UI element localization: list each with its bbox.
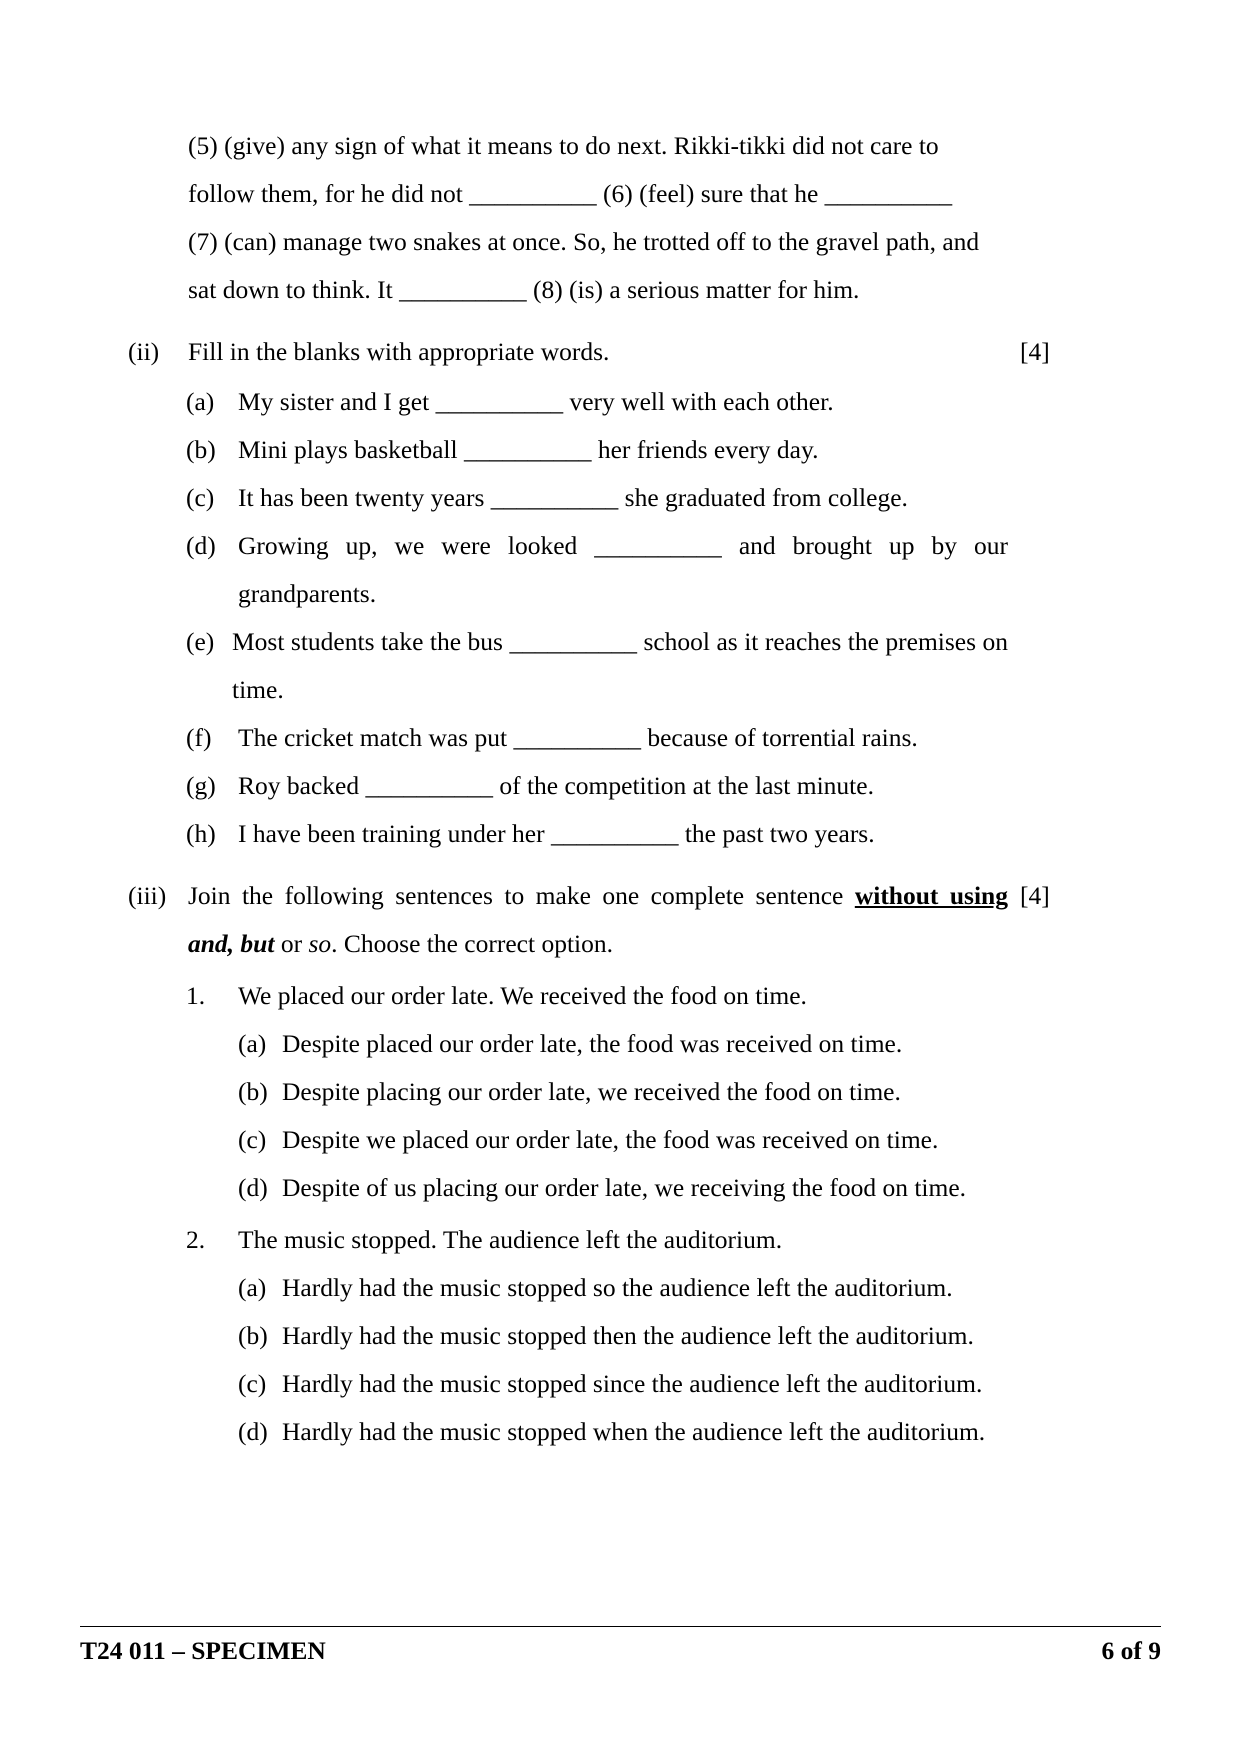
item-a-after: very well with each other. [569, 387, 834, 416]
item-label-d: (d) [186, 531, 216, 560]
item-label-h: (h) [186, 819, 216, 848]
item-text-d [238, 522, 1008, 618]
item-label-a: (a) [186, 387, 215, 416]
prompt-emphasis-without-using: without using [854, 881, 1008, 910]
passage-line-1-text: (5) (give) any sign of what it means to do next. Rikki-tikki did not care to [188, 131, 939, 160]
mcq-1-option-b-label: (b) [238, 1077, 268, 1106]
mcq-1-stem-text: We placed our order late. We received the food on time. [238, 981, 807, 1010]
footer-row [80, 1636, 1161, 1666]
mcq-2-option-c-text: Hardly had the music stopped since the audience left the auditorium. [282, 1369, 983, 1398]
item-label-g: (g) [186, 771, 216, 800]
item-text-g [238, 762, 1008, 810]
mcq-2-option-d-label: (d) [238, 1417, 268, 1446]
mcq-2-stem-text: The music stopped. The audience left the auditorium. [238, 1225, 783, 1254]
list-item-a [186, 378, 1008, 426]
item-d-before: Growing up, we were looked [238, 531, 578, 560]
item-f-after: because of torrential rains. [647, 723, 918, 752]
blank-g[interactable]: __________ [365, 771, 493, 800]
item-text-c [238, 474, 1008, 522]
blank-b[interactable]: __________ [463, 435, 592, 464]
passage-line-4 [188, 266, 1008, 314]
item-label-f: (f) [186, 723, 212, 752]
mcq-2-option-c[interactable] [238, 1360, 1008, 1408]
item-text-e [232, 618, 1008, 714]
mcq-2-stem [186, 1216, 1008, 1264]
item-text-f [238, 714, 1008, 762]
question-iii [128, 872, 1050, 968]
item-label-c: (c) [186, 483, 215, 512]
mcq-2-number: 2. [186, 1225, 206, 1254]
item-label-e: (e) [186, 627, 215, 656]
question-ii [128, 328, 1050, 376]
mcq-2-options [186, 1264, 1008, 1456]
question-ii-prompt: Fill in the blanks with appropriate words. [188, 337, 610, 366]
mcq-2-option-a[interactable] [238, 1264, 1008, 1312]
list-item-h [186, 810, 1008, 858]
list-item-f [186, 714, 1008, 762]
mcq-1-option-d-label: (d) [238, 1173, 268, 1202]
mcq-1-option-c-text: Despite we placed our order late, the food was received on time. [282, 1125, 939, 1154]
passage-line-1 [188, 122, 1008, 170]
footer-divider [80, 1626, 1161, 1627]
blank-8[interactable]: __________ [399, 275, 527, 304]
mcq-1-option-a-label: (a) [238, 1029, 267, 1058]
mcq-1-option-b[interactable] [238, 1068, 1008, 1116]
list-item-c [186, 474, 1008, 522]
passage-line-3-text: (7) (can) manage two snakes at once. So, he trotted off to the gravel path, and [188, 227, 980, 256]
mcq-1-option-a-text: Despite placed our order late, the food was received on time. [282, 1029, 903, 1058]
item-e-before: Most students take the bus [232, 627, 503, 656]
question-ii-marks: [4] [1020, 337, 1050, 366]
item-g-before: Roy backed [238, 771, 360, 800]
mcq-1-option-d-text: Despite of us placing our order late, we receiving the food on time. [282, 1173, 967, 1202]
blank-c[interactable]: __________ [490, 483, 619, 512]
mcq-2-option-a-label: (a) [238, 1273, 267, 1302]
question-ii-items [128, 378, 1008, 858]
blank-f[interactable]: __________ [513, 723, 641, 752]
question-ii-roman: (ii) [128, 337, 160, 366]
item-h-before: I have been training under her [238, 819, 545, 848]
item-c-after: she graduated from college. [624, 483, 908, 512]
blank-e[interactable]: __________ [509, 627, 637, 656]
prompt-part-2: or [274, 929, 309, 958]
mcq-1-options [186, 1020, 1008, 1212]
mcq-2-option-d[interactable] [238, 1408, 1008, 1456]
mcq-1-option-a[interactable] [238, 1020, 1008, 1068]
mcq-2-option-a-text: Hardly had the music stopped so the audience left the auditorium. [282, 1273, 953, 1302]
item-f-before: The cricket match was put [238, 723, 508, 752]
item-a-before: My sister and I get [238, 387, 430, 416]
blank-h[interactable]: __________ [550, 819, 679, 848]
mcq-1-number: 1. [186, 981, 206, 1010]
prompt-part-3: . Choose the correct option. [331, 929, 613, 958]
item-b-after: her friends every day. [597, 435, 819, 464]
mcq-2-option-d-text: Hardly had the music stopped when the audience left the auditorium. [282, 1417, 986, 1446]
list-item-g [186, 762, 1008, 810]
list-item-d [186, 522, 1008, 618]
item-d-after: and brought up by our grandparents. [238, 531, 1009, 608]
mcq-2-option-b[interactable] [238, 1312, 1008, 1360]
question-iii-body [188, 872, 1008, 968]
prompt-part-1: Join the following sentences to make one complete sentence [188, 881, 855, 910]
list-item-e [186, 618, 1008, 714]
mcq-2-option-b-text: Hardly had the music stopped then the audience left the auditorium. [282, 1321, 974, 1350]
paper-code: T24 011 – SPECIMEN [80, 1636, 326, 1665]
page-content [128, 122, 1050, 1456]
mcq-2-option-c-label: (c) [238, 1369, 267, 1398]
question-ii-body [188, 328, 1008, 376]
item-e-after: school as it reaches the premises on time. [232, 627, 1009, 704]
passage-line-4-before: sat down to think. It [188, 275, 393, 304]
blank-7[interactable]: __________ [824, 179, 953, 208]
item-h-after: the past two years. [684, 819, 875, 848]
mcq-1-stem [186, 972, 1008, 1020]
item-c-before: It has been twenty years [238, 483, 485, 512]
item-text-b [238, 426, 1008, 474]
item-g-after: of the competition at the last minute. [499, 771, 874, 800]
mcq-1-option-c-label: (c) [238, 1125, 267, 1154]
mcq-1-option-d[interactable] [238, 1164, 1008, 1212]
question-iii-marks: [4] [1020, 881, 1050, 910]
passage-line-2-after: (6) (feel) sure that he [603, 179, 819, 208]
mcq-question-1 [128, 972, 1008, 1212]
blank-d[interactable]: __________ [594, 531, 722, 560]
passage-line-2-before: follow them, for he did not [188, 179, 463, 208]
item-b-before: Mini plays basketball [238, 435, 458, 464]
mcq-1-option-c[interactable] [238, 1116, 1008, 1164]
passage-line-2 [188, 170, 1008, 218]
blank-a[interactable]: __________ [435, 387, 564, 416]
mcq-2-option-b-label: (b) [238, 1321, 268, 1350]
question-iii-prompt [188, 872, 1008, 968]
page-number: 6 of 9 [1101, 1636, 1161, 1665]
item-text-h [238, 810, 1008, 858]
passage-line-4-after: (8) (is) a serious matter for him. [532, 275, 860, 304]
mcq-question-2 [128, 1216, 1008, 1456]
mcq-1-option-b-text: Despite placing our order late, we received the food on time. [282, 1077, 901, 1106]
page-footer [80, 1626, 1161, 1666]
item-label-b: (b) [186, 435, 216, 464]
question-iii-roman: (iii) [128, 881, 167, 910]
item-text-a [238, 378, 1008, 426]
prompt-emphasis-so: so [308, 929, 332, 958]
prompt-emphasis-and-but: and, but [188, 929, 275, 958]
passage-line-3 [188, 218, 1008, 266]
list-item-b [186, 426, 1008, 474]
blank-6[interactable]: __________ [469, 179, 597, 208]
passage-continuation [128, 122, 1008, 314]
